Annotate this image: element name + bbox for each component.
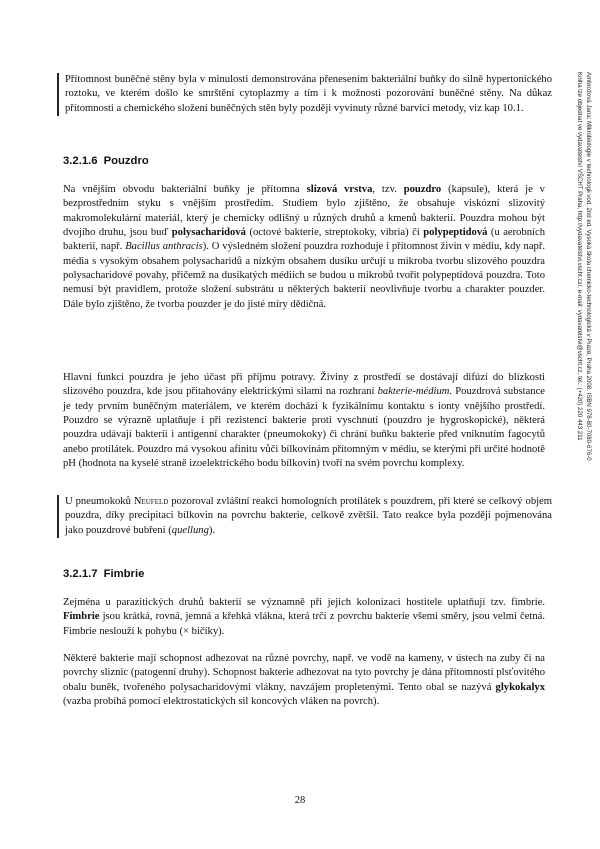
text-run: pozoroval zvláštní reakci homologních protilátek s pouzdrem, při které se celkový objem pouzdra, díky precipitaci bílkovin na povrchu bakterie, celkově zvětšil. Tato reakce byla později pojmenována jako pouzdrové bubření ( xyxy=(65,496,552,536)
term-fimbrie: Fimbrie xyxy=(63,611,100,623)
paragraph-capsule-intro xyxy=(63,183,545,312)
term-bakterie-medium: bakterie-médium xyxy=(377,386,450,398)
text-run: Hlavní funkcí pouzdra je jeho účast při příjmu potravy. Živiny z prostředí se dostávají difúzí do blízkosti slizového pouzdra, kde jsou přitahovány elektrickými silami na rozhraní xyxy=(63,372,545,398)
term-polysacharidova: polysacharidová xyxy=(171,227,246,239)
cell-wall-note-text: Přítomnost buněčné stěny byla v minulosti demonstrována přenesením bakteriální buňky do silně hypertonického roztoku, ve kterém došlo ke smrštění cytoplazmy a tím i k možnosti pozorování buněčné stěny. Na důkaz přítomnosti a chemického složení buněčných stěn byly později vyvinuty různé barvicí metody, viz kap 10.1. xyxy=(65,74,552,114)
sidebar-order-info: Kniha lze objednat ve vydavatelství VŠCHT Praha, http://vydavatelstvi.vscht.cz/, e-mail: vydavatelstvi@vscht.cz, tel.: (+420) 220 443 211 xyxy=(576,72,584,441)
text-run: U pneumokoků xyxy=(65,496,134,507)
section-heading-pouzdro xyxy=(63,155,149,167)
text-run: jsou krátká, rovná, jemná a křehká vlákna, která trčí z povrchu bakterie všemi směry, jsou velmi četná. Fimbrie neslouží k pohybu (× bičíky). xyxy=(63,611,545,637)
copyright-sidebar xyxy=(560,72,592,592)
cell-wall-note xyxy=(57,73,552,116)
section-number: 3.2.1.7 xyxy=(63,568,98,580)
paragraph-glykokalyx xyxy=(63,652,545,709)
section-title: Fimbrie xyxy=(103,568,145,580)
text-run: Zejména u parazitických druhů bakterií se významně při jejich kolonizaci hostitele uplatňují tzv. fimbrie. xyxy=(63,597,545,608)
term-slizova-vrstva: slizová vrstva xyxy=(306,184,373,195)
text-run: ). O výsledném složení pouzdra rozhoduje i přítomnost živin v médiu, kdy např. média s vysokým obsahem polysacharidů a nízkým obsahem dusíku určují u mikroba tvorbu slizového pouzdra polysacharidové povahy, přičemž na dusíkatých médiích se budou u mikrobů tvořit polypeptidová pouzdra. Toto nemusí být pravidlem, protože složení substrátu u některých bakterií neovlivňuje tvorbu a charakter pouzder. Dále bylo zjištěno, že tvorba pouzder je do jisté míry dědičná. xyxy=(63,241,546,310)
section-number: 3.2.1.6 xyxy=(63,155,98,167)
text-run: (octové bakterie, streptokoky, vibria) či xyxy=(245,227,424,239)
text-run: (u aerobních bakterií, např. xyxy=(63,227,545,253)
text-run: Některé bakterie mají schopnost adhezovat na různé povrchy, např. ve vodě na kameny, v ústech na zuby či na povrchy sliznic (patogenní druhy). Schopnost bakterie adhezovat na tyto povrchy je dána přítomností plsťovitého obalu buněk, tvořeného polysacharidovými vlákny, navzájem propletenými. Tento obal se nazývá xyxy=(63,653,545,693)
text-run: (kapsule), která je v bezprostředním styku s vnějším prostředím. Studiem bylo zjištěno, že obsahuje viskózní slizovitý makromolekulární materiál, který je chemicky odlišný u různých druhů a kmenů bakterií. Pouzdra mohou být dvojího druhu, jsou buď xyxy=(63,184,545,239)
species-name: Bacillus anthracis xyxy=(125,241,203,253)
term-glykokalyx: glykokalyx xyxy=(495,681,545,693)
text-run: (vazba probíhá pomocí elektrostatických sil koncových vláken na povrch). xyxy=(63,696,380,708)
paragraph-capsule-function xyxy=(63,371,545,471)
term-quellung: quellung xyxy=(171,524,209,536)
author-name: Neufeld xyxy=(133,496,169,507)
term-pouzdro: pouzdro xyxy=(403,184,442,195)
sidebar-citation: Ambrožová Jana: Mikrobiologie v technologii vod. 2nd ed. Vysoká škola chemicko-technologická v Praze, Praha 2008. ISBN 978-80-7080-676-0 xyxy=(585,72,592,461)
text-run: ). xyxy=(208,524,216,536)
paragraph-fimbrie xyxy=(63,596,545,639)
page-number: 28 xyxy=(294,795,306,806)
section-heading-fimbrie xyxy=(63,568,144,580)
section-title: Pouzdro xyxy=(103,155,149,167)
neufeld-note xyxy=(57,495,552,538)
text-run: . Pouzdrová substance je tedy prvním buněčným materiálem, ve kterém dochází k fyzikálnímu kontaktu s ionty vnějšího prostředí. Pouzdro se výrazně uplatňuje i při rezistenci bakterie proti vyschnutí (pouzdro je hygroskopické), některá pouzdra udávají bakterii i antigenní charakter (pneumokoky) či chrání buňku bakterie před vniknutím fagocytů anebo protilátek. Pouzdro má vysokou afinitu vůči bílkovinám přítomným v médiu, se kterými při určité hodnotě pH (hodnota na kyselé straně izoelektrického bodu bílkovin) tvoří na svém povrchu komplexy. xyxy=(63,386,545,470)
text-run: , tzv. xyxy=(372,184,404,195)
term-polypeptidova: polypeptidová xyxy=(423,227,488,239)
text-run: Na vnějším obvodu bakteriální buňky je přítomna xyxy=(63,184,307,195)
